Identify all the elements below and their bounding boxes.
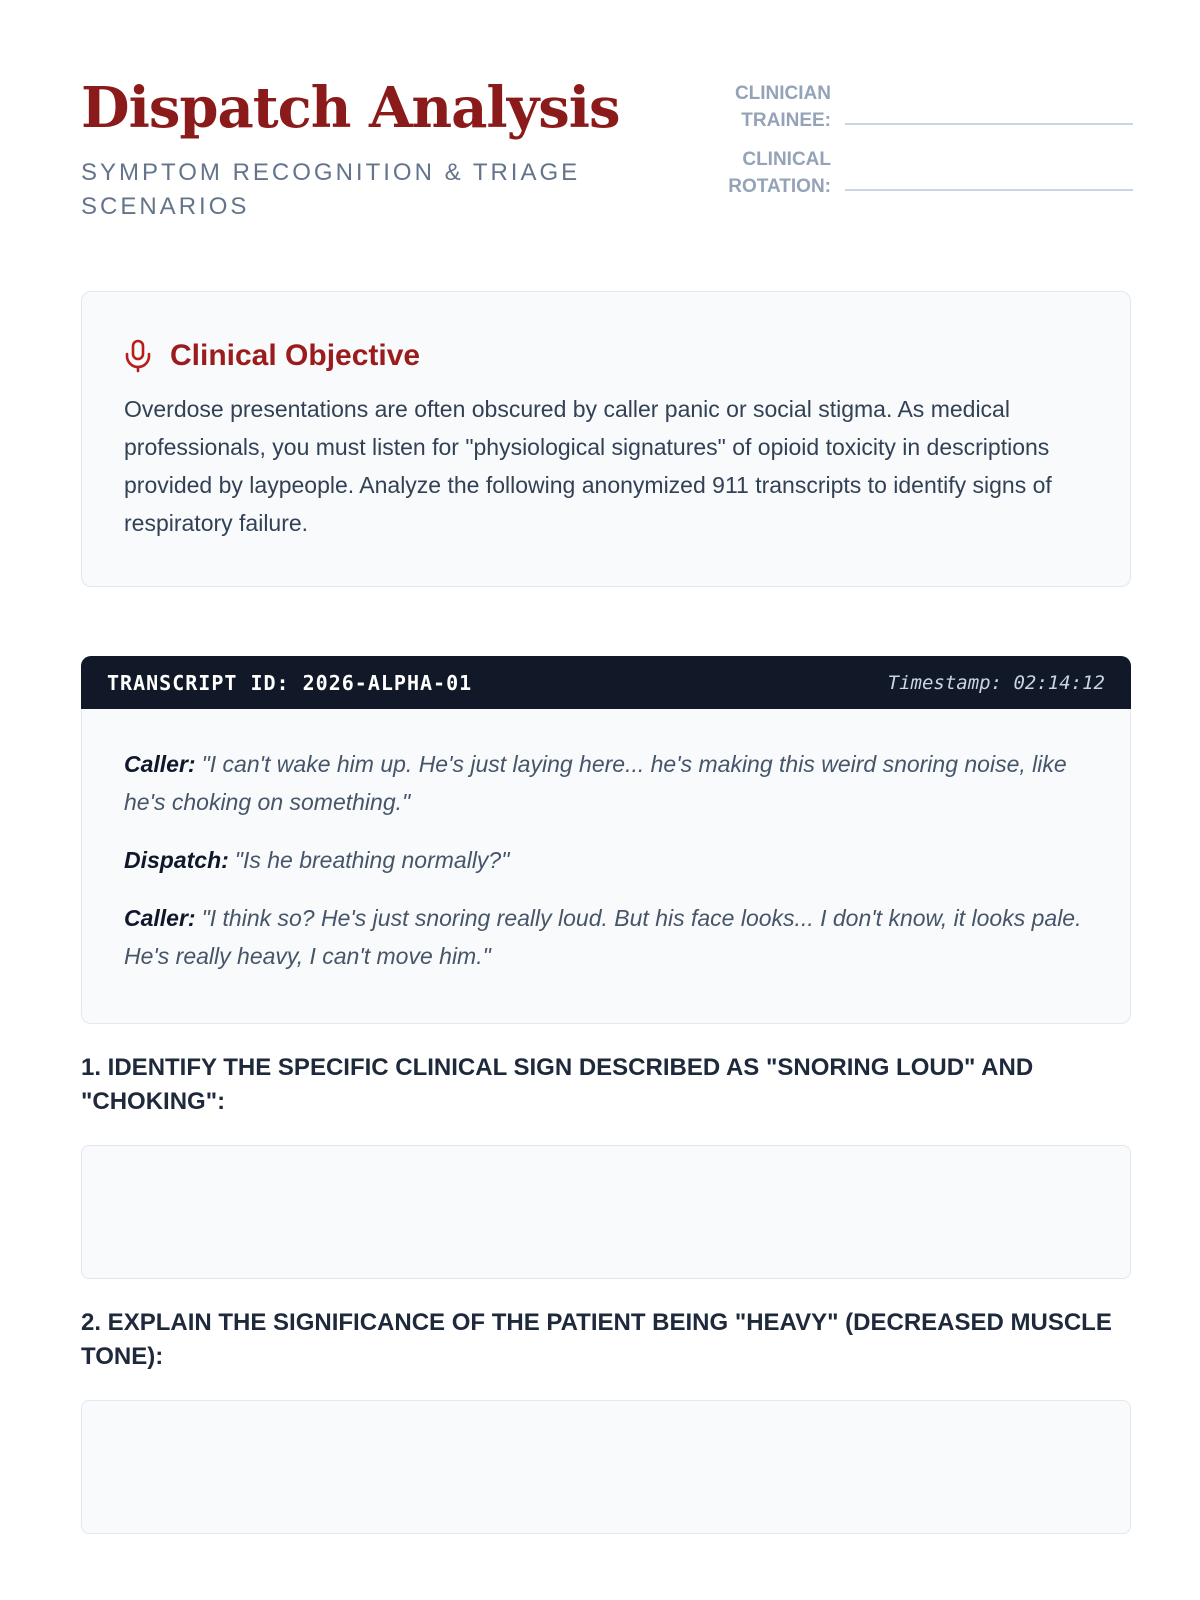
clinical-objective-card [81, 291, 1131, 587]
transcript-line [124, 841, 1090, 879]
transcript-card [81, 656, 1131, 1024]
transcript-body [81, 709, 1131, 1024]
page-subtitle: SYMPTOM RECOGNITION & TRIAGE SCENARIOS [81, 159, 581, 220]
clinician-trainee-field[interactable] [719, 80, 1133, 134]
page-title: Dispatch Analysis [81, 75, 620, 141]
transcript-id: TRANSCRIPT ID: 2026-ALPHA-01 [107, 670, 473, 695]
answer-box-1[interactable] [81, 1145, 1131, 1279]
clinical-objective-title: Clinical Objective [170, 339, 421, 372]
clinical-rotation-label: CLINICAL ROTATION: [728, 149, 831, 197]
microphone-icon [124, 339, 152, 373]
clinician-trainee-label: CLINICIAN TRAINEE: [734, 83, 831, 131]
transcript-line [124, 745, 1090, 821]
clinical-objective-text: Overdose presentations are often obscured by caller panic or social stigma. As medical professionals, you must listen for "physiological signatures" of opioid toxicity in descriptions provided by laypeople. Analyze the following anonymized 911 transcripts to identify signs of respiratory failure. [124, 396, 1052, 536]
transcript-speaker: Caller: [124, 751, 196, 777]
question-1: 1. IDENTIFY THE SPECIFIC CLINICAL SIGN DESCRIBED AS "SNORING LOUD" AND "CHOKING": [81, 1054, 1034, 1115]
transcript-text: "I can't wake him up. He's just laying here... he's making this weird snoring noise, like he's choking on something." [124, 751, 1067, 815]
transcript-speaker: Caller: [124, 905, 196, 931]
question-2: 2. EXPLAIN THE SIGNIFICANCE OF THE PATIENT BEING "HEAVY" (DECREASED MUSCLE TONE): [81, 1309, 1112, 1370]
page-header [81, 0, 1133, 260]
transcript-header-bar [81, 656, 1131, 709]
answer-box-2[interactable] [81, 1400, 1131, 1534]
transcript-timestamp: Timestamp: 02:14:12 [887, 671, 1105, 694]
transcript-line [124, 899, 1090, 975]
trainee-fields [719, 80, 1133, 212]
clinician-trainee-input-line[interactable] [845, 123, 1133, 125]
clinical-rotation-field[interactable] [719, 146, 1133, 200]
clinical-rotation-input-line[interactable] [845, 189, 1133, 191]
transcript-text: "I think so? He's just snoring really loud. But his face looks... I don't know, it looks pale. He's really heavy, I can't move him." [124, 905, 1082, 969]
transcript-text: "Is he breathing normally?" [234, 847, 510, 873]
worksheet-page [81, 0, 1133, 1370]
clinical-objective-header [124, 336, 1090, 376]
transcript-speaker: Dispatch: [124, 847, 229, 873]
